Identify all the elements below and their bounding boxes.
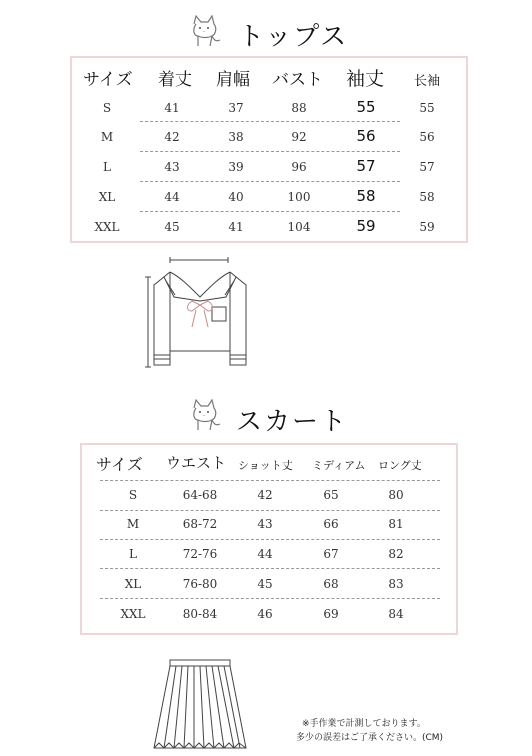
skirt-divider bbox=[100, 510, 440, 511]
skirt-divider bbox=[100, 480, 440, 481]
shirt-illustration bbox=[140, 255, 260, 377]
skirt-divider bbox=[100, 539, 440, 540]
skirt-cell: 45 bbox=[257, 577, 273, 591]
tops-cell: 43 bbox=[164, 160, 180, 174]
tops-cell: 55 bbox=[356, 98, 376, 116]
tops-cell: 59 bbox=[356, 217, 376, 235]
tops-header-shoulder: 肩幅 bbox=[216, 70, 250, 90]
tops-cell: 58 bbox=[419, 190, 435, 204]
skirt-cell: 83 bbox=[388, 577, 404, 591]
tops-cell: 41 bbox=[164, 101, 180, 115]
tops-cell: 38 bbox=[228, 130, 244, 144]
skirt-cell: 80-84 bbox=[182, 607, 218, 621]
tops-divider bbox=[140, 121, 400, 122]
tops-header-size: サイズ bbox=[83, 70, 133, 90]
tops-cell: 41 bbox=[228, 220, 244, 234]
skirt-cell: 67 bbox=[323, 547, 339, 561]
tops-cell: 57 bbox=[419, 160, 435, 174]
skirt-header-waist: ウエスト bbox=[166, 454, 227, 472]
skirt-cell: 68-72 bbox=[182, 517, 218, 531]
skirt-cell: 69 bbox=[323, 607, 339, 621]
tops-cell: 39 bbox=[228, 160, 244, 174]
skirt-cell: 84 bbox=[388, 607, 404, 621]
tops-cell: 104 bbox=[287, 220, 311, 234]
cat-icon bbox=[186, 14, 224, 48]
tops-cell: 37 bbox=[228, 101, 244, 115]
skirt-cell: 46 bbox=[257, 607, 273, 621]
skirt-cell: S bbox=[128, 488, 138, 502]
tops-header-sleeve: 袖丈 bbox=[346, 68, 385, 90]
skirt-cell: XXL bbox=[120, 607, 146, 621]
tops-cell: XL bbox=[98, 190, 116, 204]
skirt-header-short: ショット丈 bbox=[238, 459, 293, 472]
skirt-cell: 43 bbox=[257, 517, 273, 531]
skirt-header-long: ロング丈 bbox=[378, 459, 422, 472]
tops-cell: 96 bbox=[291, 160, 307, 174]
skirt-cell: 66 bbox=[323, 517, 339, 531]
tops-cell: 58 bbox=[356, 187, 376, 205]
skirt-cell: 72-76 bbox=[182, 547, 218, 561]
tops-cell: 56 bbox=[419, 130, 435, 144]
skirt-cell: 64-68 bbox=[182, 488, 218, 502]
skirt-cell: L bbox=[129, 547, 137, 561]
skirt-cell: 82 bbox=[388, 547, 404, 561]
skirt-divider bbox=[100, 568, 440, 569]
tops-divider bbox=[140, 181, 400, 182]
skirt-header-size: サイズ bbox=[96, 455, 143, 474]
skirt-illustration bbox=[140, 652, 260, 752]
tops-cell: 92 bbox=[291, 130, 307, 144]
tops-cell: 40 bbox=[228, 190, 244, 204]
tops-divider bbox=[140, 151, 400, 152]
cat-icon bbox=[186, 398, 224, 432]
skirt-cell: 44 bbox=[257, 547, 273, 561]
tops-title: トップス bbox=[238, 22, 349, 52]
tops-divider bbox=[140, 211, 400, 212]
skirt-divider bbox=[100, 598, 440, 599]
tops-cell: 56 bbox=[356, 127, 376, 145]
skirt-cell: 76-80 bbox=[182, 577, 218, 591]
skirt-cell: 65 bbox=[323, 488, 339, 502]
tops-header-long-sleeve: 长袖 bbox=[414, 74, 441, 89]
measurement-note-line2: 多少の誤差はご了承ください。(CM) bbox=[296, 733, 444, 743]
tops-cell: 88 bbox=[291, 101, 307, 115]
tops-cell: 45 bbox=[164, 220, 180, 234]
tops-cell: 42 bbox=[164, 130, 180, 144]
skirt-cell: 81 bbox=[388, 517, 404, 531]
skirt-cell: M bbox=[126, 517, 140, 531]
skirt-cell: 68 bbox=[323, 577, 339, 591]
tops-header-length: 着丈 bbox=[158, 70, 192, 90]
tops-cell: M bbox=[100, 130, 114, 144]
tops-cell: L bbox=[103, 160, 111, 174]
tops-cell: 44 bbox=[164, 190, 180, 204]
tops-cell: 55 bbox=[419, 101, 435, 115]
measurement-note-line1: ※手作業で計測しております。 bbox=[302, 719, 426, 729]
tops-cell: 100 bbox=[287, 190, 311, 204]
tops-cell: 59 bbox=[419, 220, 435, 234]
skirt-cell: 80 bbox=[388, 488, 404, 502]
tops-cell: XXL bbox=[94, 220, 120, 234]
tops-header-bust: バスト bbox=[272, 70, 323, 90]
skirt-cell: XL bbox=[124, 577, 142, 591]
skirt-title: スカート bbox=[236, 407, 349, 437]
tops-cell: S bbox=[102, 101, 112, 115]
skirt-header-medium: ミディアム bbox=[312, 459, 366, 472]
skirt-cell: 42 bbox=[257, 488, 273, 502]
tops-cell: 57 bbox=[356, 157, 376, 175]
